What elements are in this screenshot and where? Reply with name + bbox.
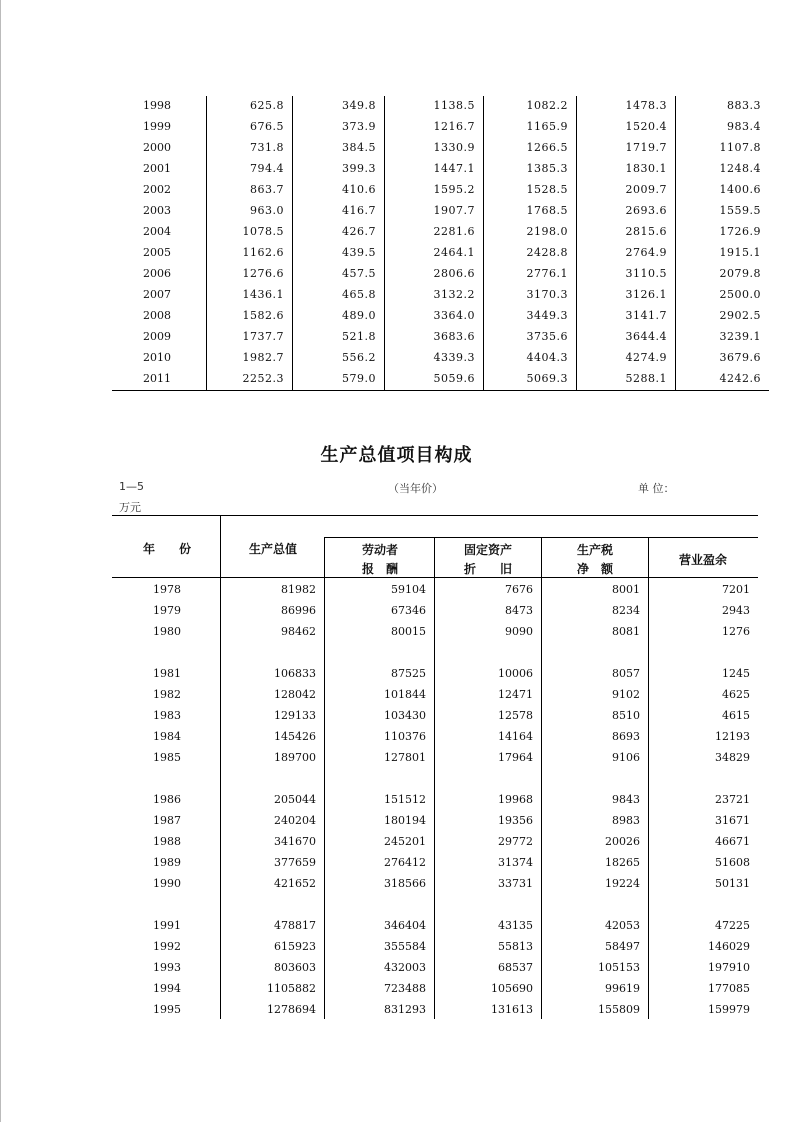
value-cell: 17964 [498, 751, 533, 764]
value-cell: 3735.6 [526, 330, 568, 343]
value-cell: 68537 [498, 961, 533, 974]
value-cell: 3679.6 [719, 351, 761, 364]
unit-label: 单 位： [638, 482, 675, 495]
header-depreciation: 固定资产 [463, 543, 512, 557]
value-cell: 7676 [505, 583, 533, 596]
table-row [112, 306, 769, 327]
value-cell: 23721 [715, 793, 750, 806]
value-cell: 3644.4 [625, 330, 667, 343]
table-row [112, 159, 769, 180]
value-cell: 240204 [274, 814, 316, 827]
value-cell: 1400.6 [719, 183, 761, 196]
table-row [112, 833, 758, 854]
year-cell: 1988 [153, 835, 181, 848]
value-cell: 14164 [498, 730, 533, 743]
value-cell: 963.0 [250, 204, 284, 217]
value-cell: 1719.7 [625, 141, 667, 154]
value-cell: 1082.2 [526, 99, 568, 112]
value-cell: 8693 [612, 730, 640, 743]
value-cell: 521.8 [342, 330, 376, 343]
value-cell: 1162.6 [242, 246, 284, 259]
value-cell: 47225 [715, 919, 750, 932]
value-cell: 189700 [274, 751, 316, 764]
value-cell: 145426 [274, 730, 316, 743]
value-cell: 410.6 [342, 183, 376, 196]
value-cell: 146029 [708, 940, 750, 953]
value-cell: 2764.9 [625, 246, 667, 259]
value-cell: 1915.1 [719, 246, 761, 259]
value-cell: 8081 [612, 625, 640, 638]
value-cell: 883.3 [727, 99, 761, 112]
value-cell: 3110.5 [625, 267, 667, 280]
value-cell: 10006 [498, 667, 533, 680]
value-cell: 3683.6 [433, 330, 475, 343]
value-cell: 2776.1 [526, 267, 568, 280]
value-cell: 399.3 [342, 162, 376, 175]
header-bottom-rule [112, 577, 758, 578]
value-cell: 478817 [274, 919, 316, 932]
table-row [112, 812, 758, 833]
value-cell: 42053 [605, 919, 640, 932]
value-cell: 1248.4 [719, 162, 761, 175]
value-cell: 2693.6 [625, 204, 667, 217]
year-cell: 1979 [153, 604, 181, 617]
table-row [112, 264, 769, 285]
value-cell: 2902.5 [719, 309, 761, 322]
year-cell: 1982 [153, 688, 181, 701]
value-cell: 276412 [384, 856, 426, 869]
year-cell: 1980 [153, 625, 181, 638]
year-cell: 2011 [143, 372, 171, 385]
year-cell: 1986 [153, 793, 181, 806]
value-cell: 99619 [605, 982, 640, 995]
table-row [112, 96, 769, 117]
value-cell: 55813 [498, 940, 533, 953]
value-cell: 4625 [722, 688, 750, 701]
year-cell: 2003 [143, 204, 171, 217]
value-cell: 2806.6 [433, 267, 475, 280]
value-cell: 377659 [274, 856, 316, 869]
value-cell: 8983 [612, 814, 640, 827]
value-cell: 3126.1 [625, 288, 667, 301]
unit-value: 万元 [119, 501, 141, 514]
table-row [112, 665, 758, 686]
value-cell: 9090 [505, 625, 533, 638]
value-cell: 31671 [715, 814, 750, 827]
table-row [112, 348, 769, 369]
table-row [112, 938, 758, 959]
value-cell: 1385.3 [526, 162, 568, 175]
value-cell: 5059.6 [433, 372, 475, 385]
value-cell: 12578 [498, 709, 533, 722]
value-cell: 1528.5 [526, 183, 568, 196]
year-cell: 1992 [153, 940, 181, 953]
value-cell: 1138.5 [433, 99, 475, 112]
table-row [112, 854, 758, 875]
value-cell: 1737.7 [242, 330, 284, 343]
value-cell: 318566 [384, 877, 426, 890]
value-cell: 421652 [274, 877, 316, 890]
value-cell: 2252.3 [242, 372, 284, 385]
section-title: 生产总值项目构成 [320, 445, 473, 466]
value-cell: 3449.3 [526, 309, 568, 322]
value-cell: 579.0 [342, 372, 376, 385]
value-cell: 489.0 [342, 309, 376, 322]
value-cell: 205044 [274, 793, 316, 806]
header-year: 年 份 [142, 542, 191, 556]
table-row [112, 686, 758, 707]
value-cell: 1078.5 [242, 225, 284, 238]
value-cell: 105690 [491, 982, 533, 995]
value-cell: 794.4 [250, 162, 284, 175]
value-cell: 19968 [498, 793, 533, 806]
page-edge [0, 0, 1, 1122]
table-row [112, 623, 758, 644]
value-cell: 1595.2 [433, 183, 475, 196]
value-cell: 1478.3 [625, 99, 667, 112]
value-cell: 51608 [715, 856, 750, 869]
value-cell: 155809 [598, 1003, 640, 1016]
value-cell: 106833 [274, 667, 316, 680]
value-cell: 426.7 [342, 225, 376, 238]
value-cell: 1278694 [267, 1003, 316, 1016]
year-cell: 1978 [153, 583, 181, 596]
value-cell: 465.8 [342, 288, 376, 301]
table-row [112, 875, 758, 896]
table-row [112, 138, 769, 159]
value-cell: 101844 [384, 688, 426, 701]
value-cell: 128042 [274, 688, 316, 701]
year-cell: 2008 [143, 309, 171, 322]
value-cell: 9843 [612, 793, 640, 806]
value-cell: 50131 [715, 877, 750, 890]
table-row [112, 369, 769, 390]
value-cell: 3141.7 [625, 309, 667, 322]
value-cell: 355584 [384, 940, 426, 953]
value-cell: 676.5 [250, 120, 284, 133]
value-cell: 1165.9 [526, 120, 568, 133]
value-cell: 103430 [384, 709, 426, 722]
table-row [112, 959, 758, 980]
value-cell: 180194 [384, 814, 426, 827]
table-row [112, 917, 758, 938]
value-cell: 9102 [612, 688, 640, 701]
value-cell: 1830.1 [625, 162, 667, 175]
value-cell: 131613 [491, 1003, 533, 1016]
value-cell: 2198.0 [526, 225, 568, 238]
value-cell: 731.8 [250, 141, 284, 154]
year-cell: 2007 [143, 288, 171, 301]
header-tax: 生产税 [576, 543, 613, 557]
year-cell: 1985 [153, 751, 181, 764]
table-row [112, 707, 758, 728]
value-cell: 1330.9 [433, 141, 475, 154]
value-cell: 2428.8 [526, 246, 568, 259]
value-cell: 3132.2 [433, 288, 475, 301]
value-cell: 8057 [612, 667, 640, 680]
year-cell: 1998 [143, 99, 171, 112]
value-cell: 1276.6 [242, 267, 284, 280]
value-cell: 625.8 [250, 99, 284, 112]
value-cell: 1107.8 [719, 141, 761, 154]
table-row [112, 602, 758, 623]
table-row [112, 327, 769, 348]
year-cell: 1989 [153, 856, 181, 869]
value-cell: 2464.1 [433, 246, 475, 259]
value-cell: 9106 [612, 751, 640, 764]
value-cell: 43135 [498, 919, 533, 932]
value-cell: 373.9 [342, 120, 376, 133]
year-cell: 1994 [153, 982, 181, 995]
table-row [112, 243, 769, 264]
year-cell: 1987 [153, 814, 181, 827]
value-cell: 19224 [605, 877, 640, 890]
value-cell: 8510 [612, 709, 640, 722]
year-cell: 2005 [143, 246, 171, 259]
value-cell: 723488 [384, 982, 426, 995]
value-cell: 2943 [722, 604, 750, 617]
value-cell: 1559.5 [719, 204, 761, 217]
value-cell: 615923 [274, 940, 316, 953]
value-cell: 341670 [274, 835, 316, 848]
value-cell: 4404.3 [526, 351, 568, 364]
value-cell: 34829 [715, 751, 750, 764]
value-cell: 1245 [722, 667, 750, 680]
value-cell: 2815.6 [625, 225, 667, 238]
value-cell: 432003 [384, 961, 426, 974]
header-tax-2: 净 额 [576, 562, 613, 576]
value-cell: 1276 [722, 625, 750, 638]
year-cell: 1999 [143, 120, 171, 133]
value-cell: 3239.1 [719, 330, 761, 343]
value-cell: 159979 [708, 1003, 750, 1016]
value-cell: 67346 [391, 604, 426, 617]
value-cell: 416.7 [342, 204, 376, 217]
value-cell: 349.8 [342, 99, 376, 112]
value-cell: 58497 [605, 940, 640, 953]
table-row [112, 201, 769, 222]
value-cell: 31374 [498, 856, 533, 869]
value-cell: 19356 [498, 814, 533, 827]
year-cell: 1983 [153, 709, 181, 722]
value-cell: 86996 [281, 604, 316, 617]
value-cell: 1982.7 [242, 351, 284, 364]
value-cell: 12193 [715, 730, 750, 743]
header-labor-2: 报 酬 [361, 562, 398, 576]
value-cell: 4339.3 [433, 351, 475, 364]
value-cell: 4615 [722, 709, 750, 722]
table-row [112, 222, 769, 243]
value-cell: 831293 [384, 1003, 426, 1016]
year-cell: 1991 [153, 919, 181, 932]
value-cell: 127801 [384, 751, 426, 764]
value-cell: 46671 [715, 835, 750, 848]
year-cell: 1990 [153, 877, 181, 890]
value-cell: 346404 [384, 919, 426, 932]
value-cell: 5069.3 [526, 372, 568, 385]
value-cell: 1105882 [267, 982, 316, 995]
value-cell: 7201 [722, 583, 750, 596]
header-top-rule [112, 515, 758, 516]
value-cell: 1768.5 [526, 204, 568, 217]
table-row [112, 581, 758, 602]
table-row [112, 1001, 758, 1022]
value-cell: 33731 [498, 877, 533, 890]
year-cell: 2010 [143, 351, 171, 364]
value-cell: 4274.9 [625, 351, 667, 364]
value-cell: 245201 [384, 835, 426, 848]
table-bottom-rule [112, 390, 769, 391]
value-cell: 384.5 [342, 141, 376, 154]
value-cell: 1436.1 [242, 288, 284, 301]
header-depreciation-2: 折 旧 [463, 562, 512, 576]
year-cell: 2000 [143, 141, 171, 154]
price-note: （当年价） [388, 482, 443, 495]
year-cell: 1993 [153, 961, 181, 974]
year-cell: 2001 [143, 162, 171, 175]
value-cell: 1726.9 [719, 225, 761, 238]
year-cell: 1981 [153, 667, 181, 680]
table-row [112, 728, 758, 749]
value-cell: 129133 [274, 709, 316, 722]
table-row [112, 749, 758, 770]
value-cell: 1216.7 [433, 120, 475, 133]
header-surplus: 营业盈余 [678, 553, 727, 567]
value-cell: 3364.0 [433, 309, 475, 322]
year-cell: 2006 [143, 267, 171, 280]
value-cell: 2079.8 [719, 267, 761, 280]
value-cell: 20026 [605, 835, 640, 848]
value-cell: 29772 [498, 835, 533, 848]
value-cell: 457.5 [342, 267, 376, 280]
value-cell: 59104 [391, 583, 426, 596]
year-cell: 2002 [143, 183, 171, 196]
value-cell: 87525 [391, 667, 426, 680]
value-cell: 863.7 [250, 183, 284, 196]
value-cell: 110376 [384, 730, 426, 743]
value-cell: 4242.6 [719, 372, 761, 385]
value-cell: 177085 [708, 982, 750, 995]
value-cell: 2500.0 [719, 288, 761, 301]
value-cell: 556.2 [342, 351, 376, 364]
value-cell: 8001 [612, 583, 640, 596]
year-cell: 1995 [153, 1003, 181, 1016]
table-row [112, 285, 769, 306]
table-row [112, 980, 758, 1001]
value-cell: 81982 [281, 583, 316, 596]
table-number: 1—5 [119, 480, 144, 493]
year-cell: 1984 [153, 730, 181, 743]
value-cell: 18265 [605, 856, 640, 869]
value-cell: 8234 [612, 604, 640, 617]
value-cell: 2009.7 [625, 183, 667, 196]
value-cell: 983.4 [727, 120, 761, 133]
value-cell: 197910 [708, 961, 750, 974]
value-cell: 80015 [391, 625, 426, 638]
value-cell: 1520.4 [625, 120, 667, 133]
value-cell: 1266.5 [526, 141, 568, 154]
value-cell: 8473 [505, 604, 533, 617]
value-cell: 1447.1 [433, 162, 475, 175]
value-cell: 1582.6 [242, 309, 284, 322]
table-row [112, 180, 769, 201]
table-row [112, 791, 758, 812]
value-cell: 5288.1 [625, 372, 667, 385]
header-gdp: 生产总值 [248, 542, 297, 556]
value-cell: 3170.3 [526, 288, 568, 301]
year-cell: 2004 [143, 225, 171, 238]
value-cell: 12471 [498, 688, 533, 701]
table-row [112, 117, 769, 138]
year-cell: 2009 [143, 330, 171, 343]
value-cell: 2281.6 [433, 225, 475, 238]
value-cell: 1907.7 [433, 204, 475, 217]
header-labor: 劳动者 [361, 543, 398, 557]
value-cell: 105153 [598, 961, 640, 974]
value-cell: 439.5 [342, 246, 376, 259]
value-cell: 803603 [274, 961, 316, 974]
value-cell: 98462 [281, 625, 316, 638]
value-cell: 151512 [384, 793, 426, 806]
